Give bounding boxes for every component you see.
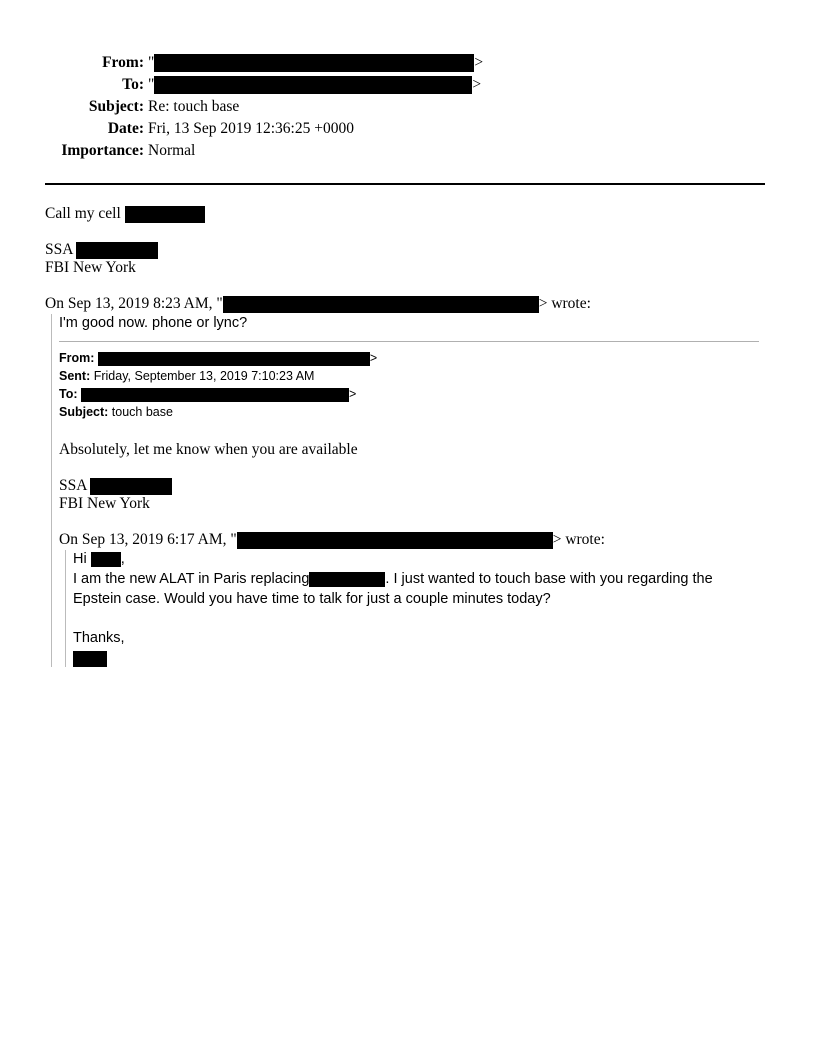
importance-label: Importance: <box>61 142 144 159</box>
fwd-from-label: From: <box>59 351 95 365</box>
signature-office: FBI New York <box>45 259 136 276</box>
quote-intro-prefix: On Sep 13, 2019 8:23 AM, " <box>45 295 223 312</box>
redaction <box>91 552 121 567</box>
greeting-text: Hi <box>73 551 87 567</box>
subject-value: Re: touch base <box>148 98 240 115</box>
header-divider <box>45 183 765 185</box>
fwd-sent-label: Sent: <box>59 369 91 383</box>
redaction <box>98 352 370 366</box>
subject-label: Subject: <box>88 98 144 115</box>
quoted-line-2: Epstein case. Would you have time to talk for just a couple minutes today? <box>73 591 551 607</box>
line1-suffix: . I just wanted to touch base with you regarding the <box>385 571 713 587</box>
forward-divider <box>59 341 759 342</box>
to-label: To: <box>122 76 144 93</box>
header-subject-row <box>0 97 816 117</box>
fwd-signature-title <box>59 477 172 495</box>
quoted-message: I'm good now. phone or lync? <box>59 315 248 331</box>
redaction <box>154 76 472 94</box>
sig-title-text: SSA <box>45 241 73 258</box>
fwd-from-suffix: > <box>369 351 378 365</box>
redaction <box>125 206 205 223</box>
fwd-to-row <box>59 385 356 403</box>
redaction <box>90 478 172 495</box>
quoted-signature <box>73 650 107 668</box>
quote-bar <box>51 314 52 667</box>
fwd-quote-intro-suffix: > wrote: <box>552 531 605 548</box>
redaction <box>154 54 474 72</box>
quoted-greeting <box>73 550 125 568</box>
greeting-comma: , <box>120 551 125 567</box>
fwd-subject-row <box>59 403 173 421</box>
redaction <box>223 296 539 313</box>
from-suffix: > <box>474 54 484 71</box>
header-importance-row <box>0 141 816 161</box>
quote-bar-nested <box>65 550 66 667</box>
from-label: From: <box>102 54 144 71</box>
redaction <box>237 532 553 549</box>
fwd-to-label: To: <box>59 387 78 401</box>
quoted-line-1 <box>73 570 713 588</box>
fwd-body: Absolutely, let me know when you are available <box>59 441 358 458</box>
quoted-thanks: Thanks, <box>73 630 125 646</box>
redaction <box>309 572 385 587</box>
redaction <box>81 388 349 402</box>
header-date-row <box>0 119 816 139</box>
quote-intro <box>45 295 591 313</box>
importance-value: Normal <box>148 142 196 159</box>
from-quote: " <box>148 54 155 71</box>
fwd-quote-intro <box>59 531 605 549</box>
fwd-quote-intro-prefix: On Sep 13, 2019 6:17 AM, " <box>59 531 237 548</box>
fwd-subject-label: Subject: <box>59 405 109 419</box>
reply-text: Call my cell <box>45 205 121 222</box>
redaction <box>76 242 158 259</box>
signature-title <box>45 241 158 259</box>
fwd-from-row <box>59 349 377 367</box>
header-to-row <box>0 75 816 95</box>
reply-line <box>45 205 205 223</box>
redaction <box>73 651 107 667</box>
header-from-row <box>0 53 816 73</box>
fwd-sent-row <box>59 367 314 385</box>
date-label: Date: <box>107 120 144 137</box>
to-value <box>148 75 481 95</box>
line1-prefix: I am the new ALAT in Paris replacing <box>73 571 310 587</box>
fwd-signature-office: FBI New York <box>59 495 150 512</box>
to-quote: " <box>148 76 155 93</box>
fwd-to-suffix: > <box>349 387 357 401</box>
to-suffix: > <box>472 76 482 93</box>
date-value: Fri, 13 Sep 2019 12:36:25 +0000 <box>148 120 354 137</box>
fwd-subject-value: touch base <box>111 405 173 419</box>
fwd-sent-value: Friday, September 13, 2019 7:10:23 AM <box>93 369 315 383</box>
fwd-sig-title-text: SSA <box>59 477 87 494</box>
from-value <box>148 53 483 73</box>
quote-intro-suffix: > wrote: <box>538 295 591 312</box>
